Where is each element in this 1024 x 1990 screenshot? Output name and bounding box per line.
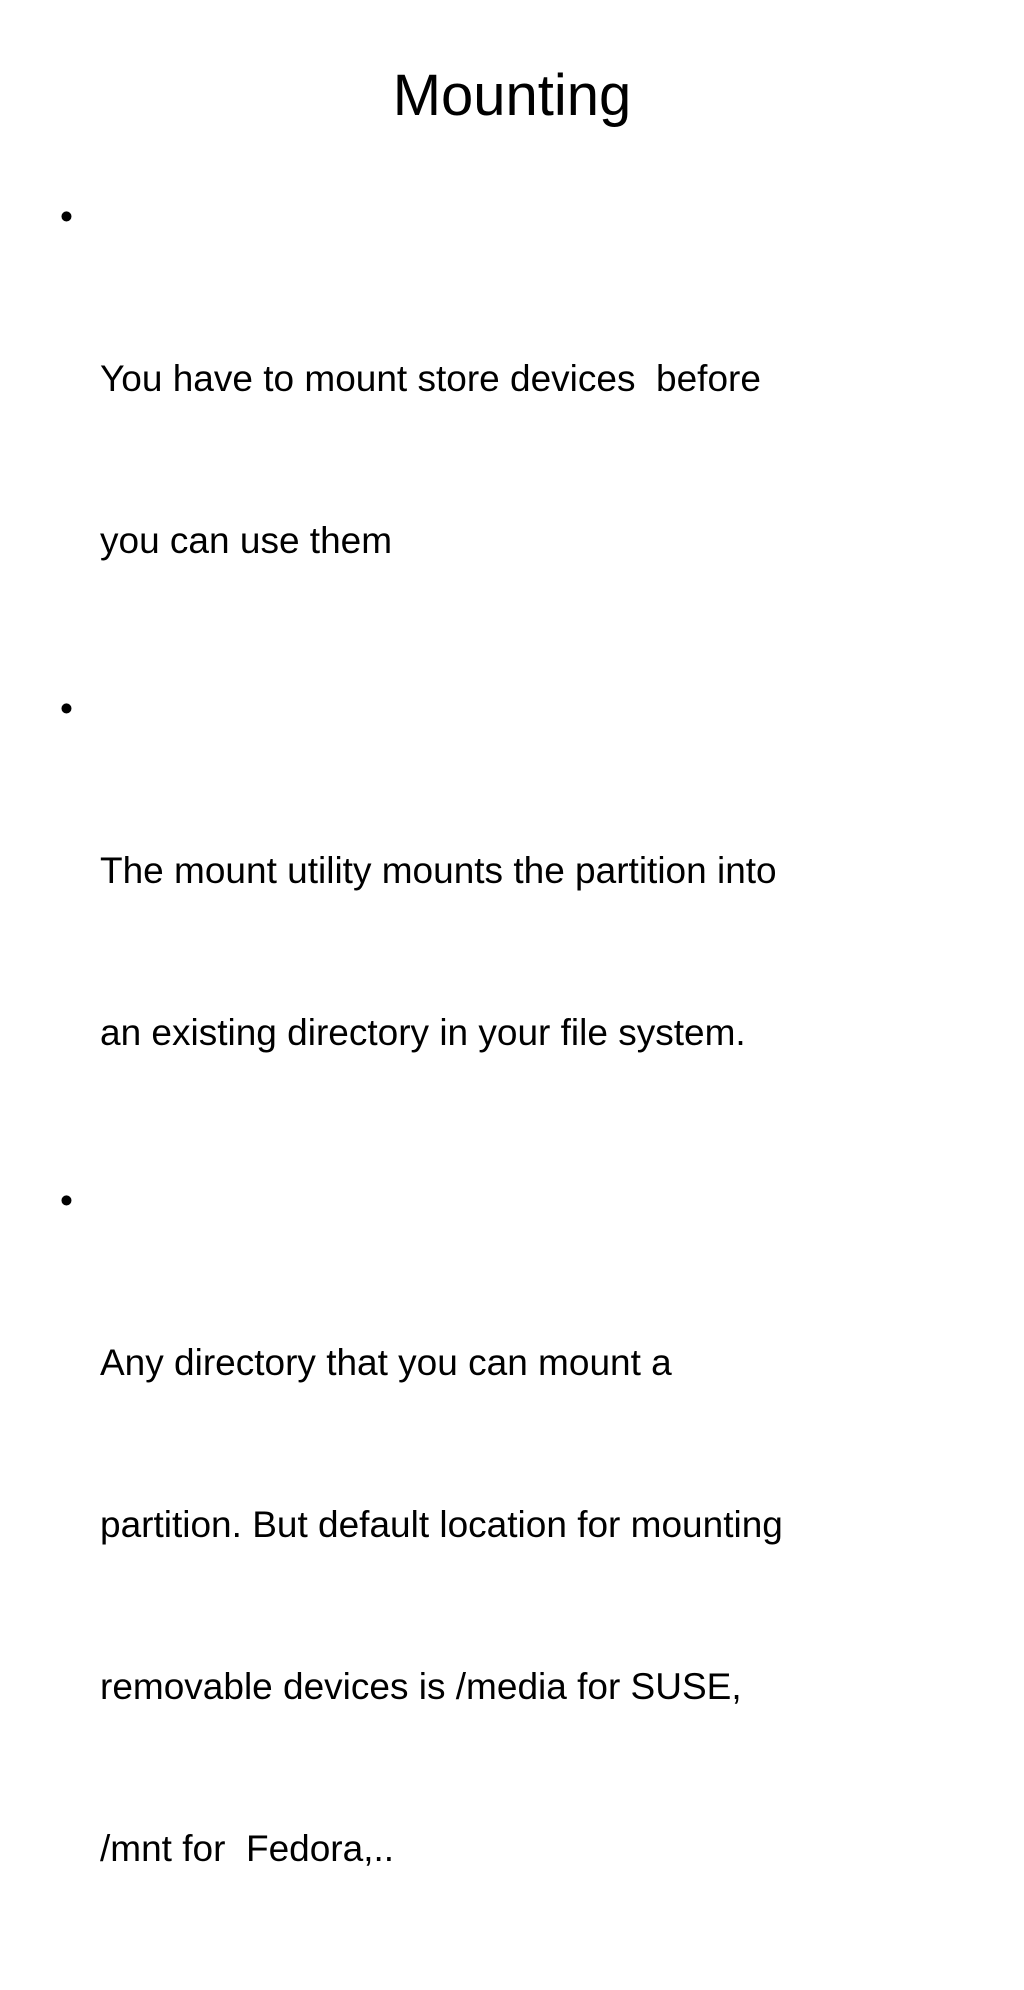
bullet-line: an existing directory in your file system. — [100, 1012, 746, 1053]
bullet-item — [60, 1174, 960, 1984]
bullet-icon: • — [60, 1180, 73, 1221]
bullet-line: Any directory that you can mount a — [100, 1342, 672, 1383]
slide-title: Mounting — [392, 63, 632, 128]
bullet-icon: • — [60, 196, 73, 237]
bullet-line: The mount utility mounts the partition into — [100, 850, 777, 891]
bullet-item — [60, 682, 960, 1168]
bullet-icon: • — [60, 688, 73, 729]
bullet-line: you can use them — [100, 520, 393, 561]
bullet-line: removable devices is /media for SUSE, — [100, 1666, 742, 1707]
bullet-line: You have to mount store devices before — [100, 358, 761, 399]
bullet-list — [60, 190, 960, 1990]
bullet-line: partition. But default location for mounting — [100, 1504, 783, 1545]
bullet-line: /mnt for Fedora,.. — [100, 1828, 395, 1869]
bullet-item — [60, 190, 960, 676]
